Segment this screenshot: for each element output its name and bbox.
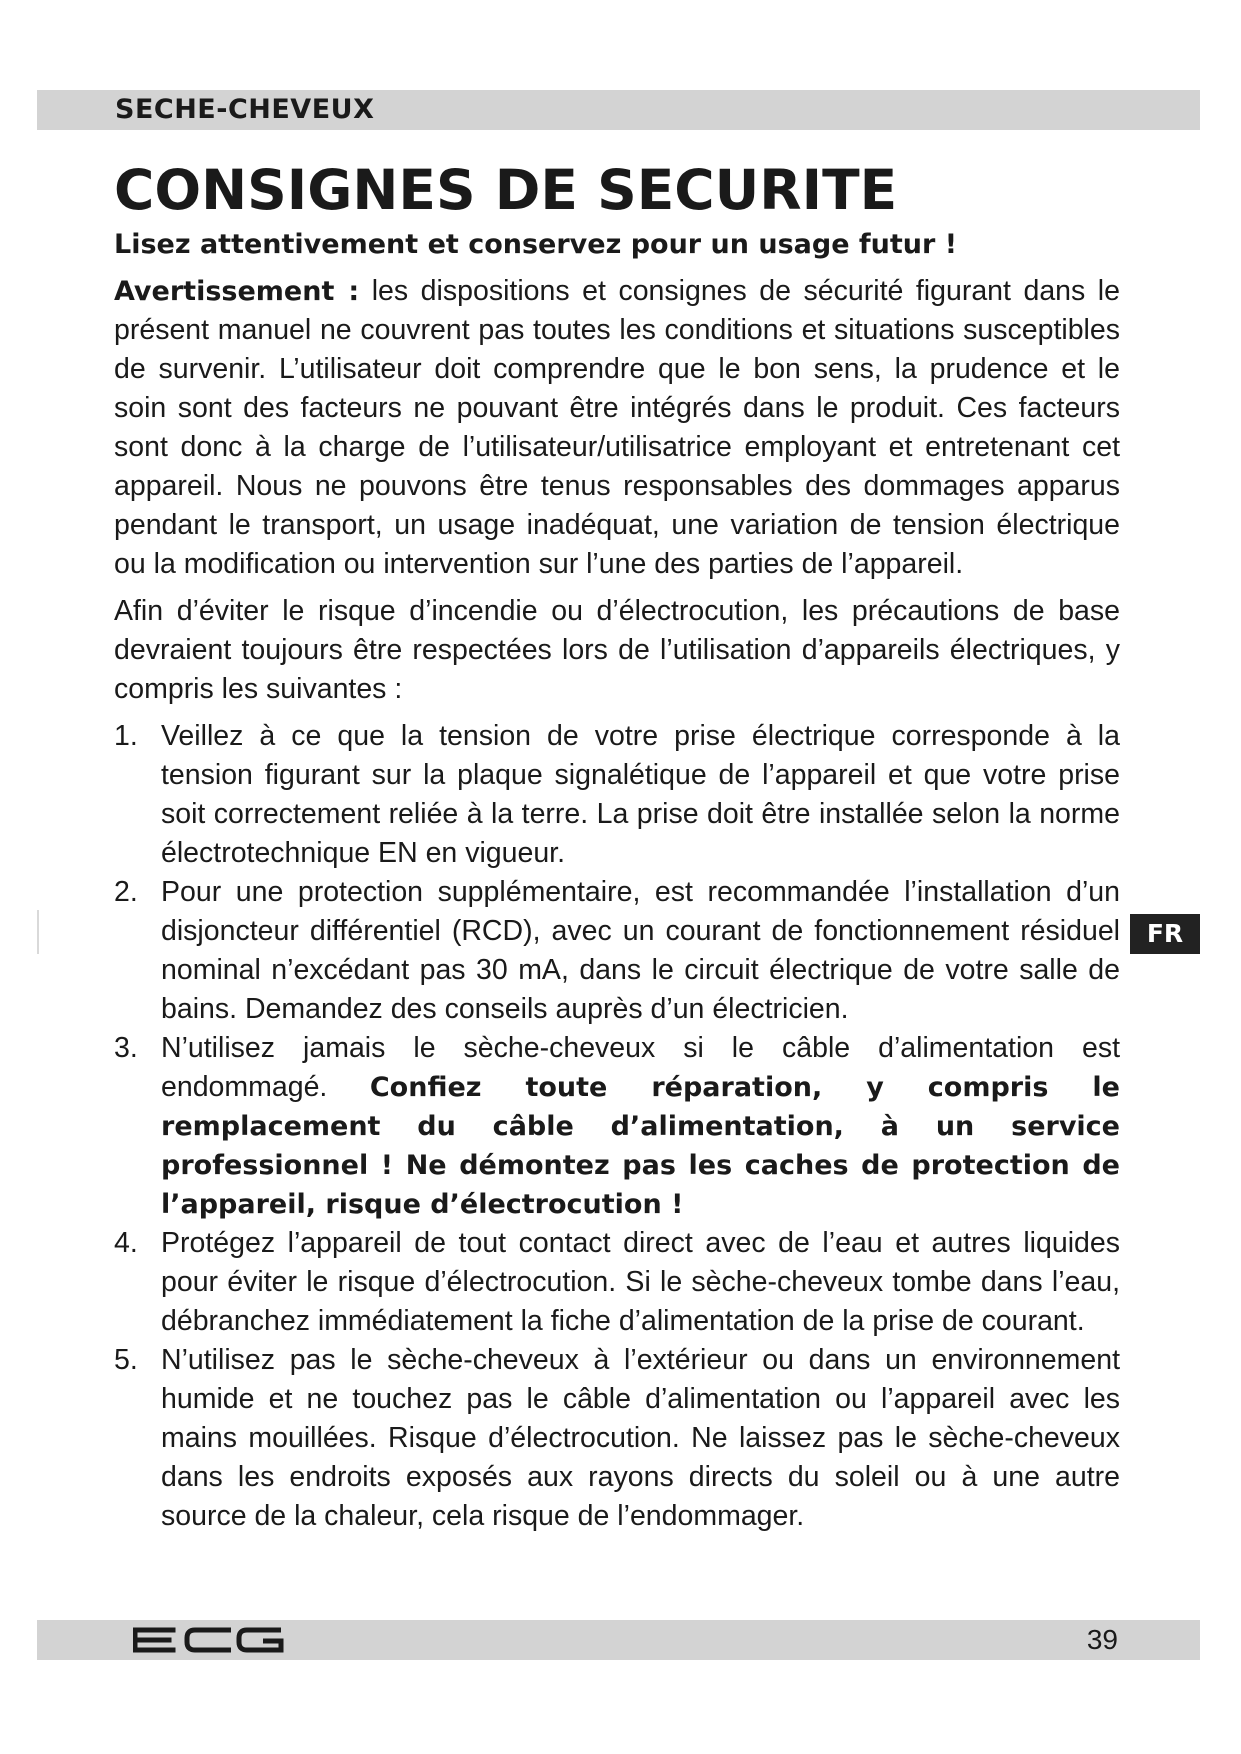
language-badge: FR: [1130, 914, 1200, 954]
intro-paragraph: Afin d’éviter le risque d’incendie ou d’électrocution, les précautions de base devraient toujours être respectées lors de l’utilisation d’appareils électriques, y compris les suivantes :: [114, 595, 1120, 705]
margin-tick: [37, 910, 39, 954]
list-item: [114, 1029, 1120, 1224]
list-item: [114, 873, 1120, 1029]
item-bold-warning: Confiez toute réparation, y compris le remplacement du câble d’alimentation, à un service professionnel ! Ne démontez pas les caches de protection de l’appareil, risque d’électrocution !: [161, 1072, 1120, 1220]
list-item: [114, 1341, 1120, 1536]
ecg-logo-icon: [133, 1626, 285, 1654]
section-label: SECHE-CHEVEUX: [115, 94, 375, 125]
warning-text: les dispositions et consignes de sécurité figurant dans le présent manuel ne couvrent pas toutes les conditions et situations susceptibles de survenir. L’utilisateur doit comprendre que le bon sens, la prudence et le soin sont des facteurs ne pouvant être intégrés dans le produit. Ces facteurs sont donc à la charge de l’utilisateur/utilisatrice employant et entretenant cet appareil. Nous ne pouvons être tenus responsables des dommages apparus pendant le transport, un usage inadéquat, une variation de tension électrique ou la modification ou intervention sur l’une des parties de l’appareil.: [114, 275, 1120, 580]
item-number: 2.: [114, 876, 138, 908]
item-number: 4.: [114, 1227, 138, 1259]
item-text: Pour une protection supplémentaire, est recommandée l’installation d’un disjoncteur différentiel (RCD), avec un courant de fonctionnement résiduel nominal n’excédant pas 30 mA, dans le circuit électrique de votre salle de bains. Demandez des conseils auprès d’un électricien.: [161, 876, 1120, 1025]
page-number: 39: [1086, 1624, 1118, 1655]
item-number: 3.: [114, 1032, 138, 1064]
warning-paragraph: [114, 272, 1120, 584]
body-text: [114, 272, 1120, 1536]
list-item: [114, 1224, 1120, 1341]
item-text: N’utilisez jamais le sèche-cheveux si le câble d’alimentation est endommagé.: [161, 1032, 1120, 1103]
item-text: Protégez l’appareil de tout contact direct avec de l’eau et autres liquides pour éviter le risque d’électrocution. Si le sèche-cheveux tombe dans l’eau, débranchez immédiatement la fiche d’alimentation de la prise de courant.: [161, 1227, 1120, 1337]
warning-label: Avertissement :: [114, 276, 360, 307]
subtitle: Lisez attentivement et conservez pour un usage futur !: [114, 229, 958, 260]
footer-bar: [37, 1620, 1200, 1660]
item-text: Veillez à ce que la tension de votre prise électrique corresponde à la tension figurant sur la plaque signalétique de l’appareil et que votre prise soit correctement reliée à la terre. La prise doit être installée selon la norme électrotechnique EN en vigueur.: [161, 720, 1120, 869]
list-item: [114, 717, 1120, 873]
item-number: 5.: [114, 1344, 138, 1376]
page-title: CONSIGNES DE SECURITE: [114, 158, 898, 222]
item-text: N’utilisez pas le sèche-cheveux à l’extérieur ou dans un environnement humide et ne touchez pas le câble d’alimentation ou l’appareil avec les mains mouillées. Risque d’électrocution. Ne laissez pas le sèche-cheveux dans les endroits exposés aux rayons directs du soleil ou à une autre source de la chaleur, cela risque de l’endommager.: [161, 1344, 1120, 1532]
safety-list: [114, 717, 1120, 1536]
item-number: 1.: [114, 720, 138, 752]
header-bar: [37, 90, 1200, 130]
